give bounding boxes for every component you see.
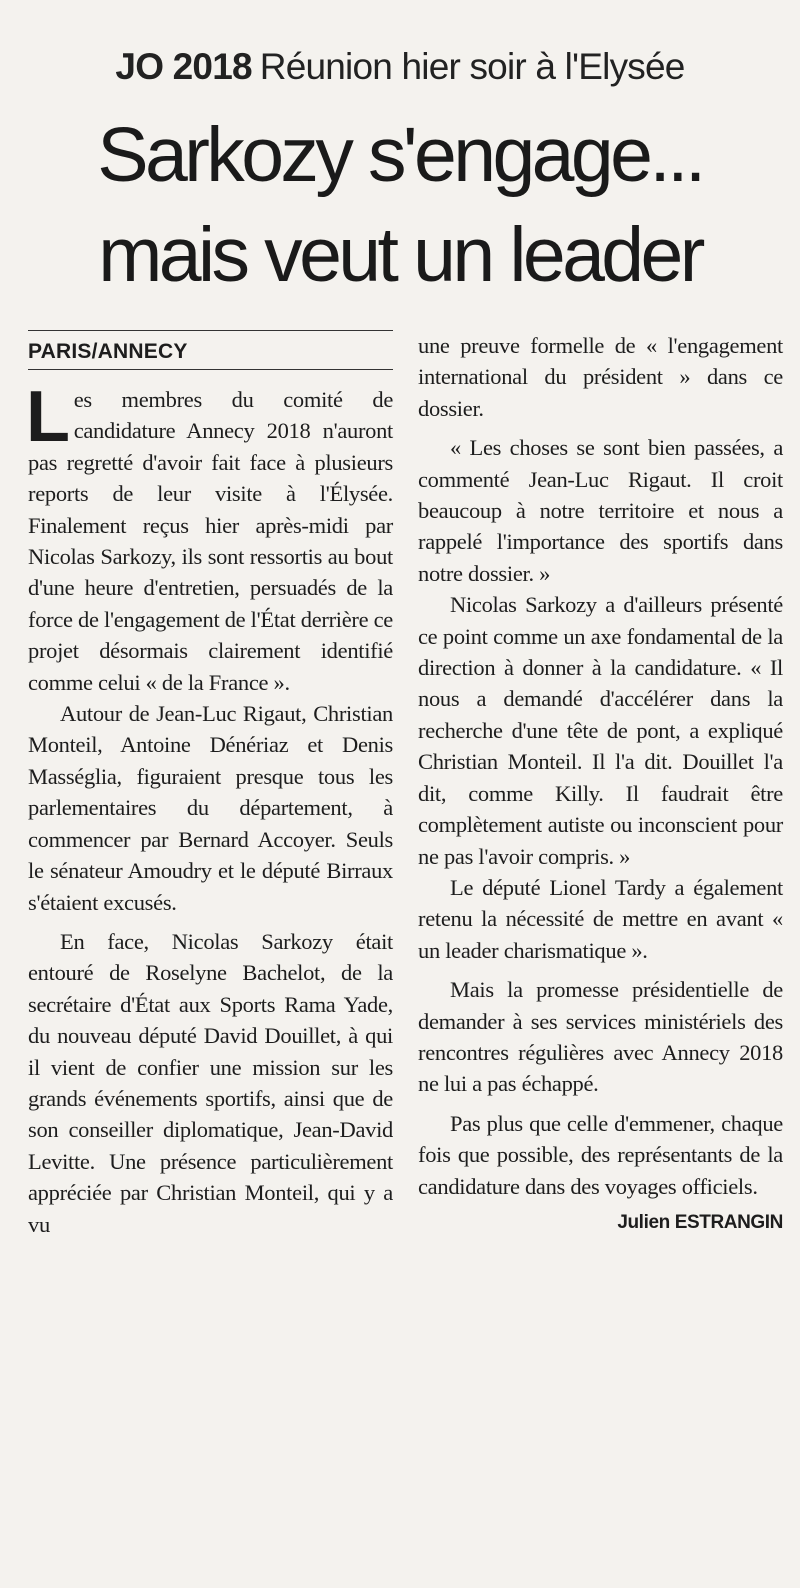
drop-cap: L: [26, 377, 70, 457]
headline-line-1: Sarkozy s'engage...: [97, 112, 703, 198]
article-column-right: [418, 330, 783, 1234]
paragraph-5: « Les choses se sont bien passées, a commenté Jean-Luc Rigaut. Il croit beaucoup à notre territoire et nous a rappelé l'importance des sportifs dans notre dossier. »: [418, 435, 783, 586]
paragraph-3: En face, Nicolas Sarkozy était entouré de Roselyne Bachelot, de la secrétaire d'État aux Sports Rama Yade, du nouveau député David Douillet, à qui il vient de confier une mission sur les grands événements sportifs, ainsi que de son conseiller diplomatique, Jean-David Levitte. Une présence particulièrement appréciée par Christian Monteil, qui y a vu: [28, 928, 393, 1237]
kicker: [0, 42, 800, 92]
paragraph-6: Nicolas Sarkozy a d'ailleurs présenté ce point comme un axe fondamental de la direction à donner à la candidature. « Il nous a demandé d'accélérer dans la recherche d'une tête de pont, a expliqué Christian Monteil. Il l'a dit. Douillet l'a dit, comme Killy. Il faudrait être complètement autiste ou inconscient pour ne pas l'avoir compris. »: [418, 592, 783, 869]
byline: Julien ESTRANGIN: [617, 1211, 783, 1233]
article-column-left: [28, 330, 393, 1240]
headline: [0, 105, 800, 305]
paragraph-8: Mais la promesse présidentielle de demander à ses services ministériels des rencontres régulières avec Annecy 2018 ne lui a pas échappé.: [418, 977, 783, 1097]
paragraph-7: Le député Lionel Tardy a également retenu la nécessité de mettre en avant « un leader charismatique ».: [418, 874, 783, 963]
paragraph-2: Autour de Jean-Luc Rigaut, Christian Monteil, Antoine Dénériaz et Denis Masséglia, figuraient presque tous les parlementaires du département, à commencer par Bernard Accoyer. Seuls le sénateur Amoudry et le député Birraux s'étaient excusés.: [28, 701, 393, 915]
kicker-text: Réunion hier soir à l'Elysée: [259, 46, 685, 87]
dateline: PARIS/ANNECY: [28, 330, 393, 370]
paragraph-1-text: es membres du comité de candidature Annecy 2018 n'auront pas regretté d'avoir fait face à plusieurs reports de leur visite à l'Élysée. Finalement reçus hier après-midi par Nicolas Sarkozy, ils sont ressortis au bout d'une heure d'entretien, persuadés de la force de l'engagement de l'État derrière ce projet désormais clairement identifié comme celui « de la France ».: [28, 387, 393, 695]
paragraph-9: Pas plus que celle d'emmener, chaque fois que possible, des représentants de la candidature dans des voyages officiels.: [418, 1110, 783, 1199]
paragraph-1: [26, 377, 393, 698]
headline-line-2: mais veut un leader: [98, 212, 702, 298]
paragraph-4: une preuve formelle de « l'engagement international du président » dans ce dossier.: [418, 333, 783, 421]
kicker-tag: JO 2018: [115, 46, 252, 87]
